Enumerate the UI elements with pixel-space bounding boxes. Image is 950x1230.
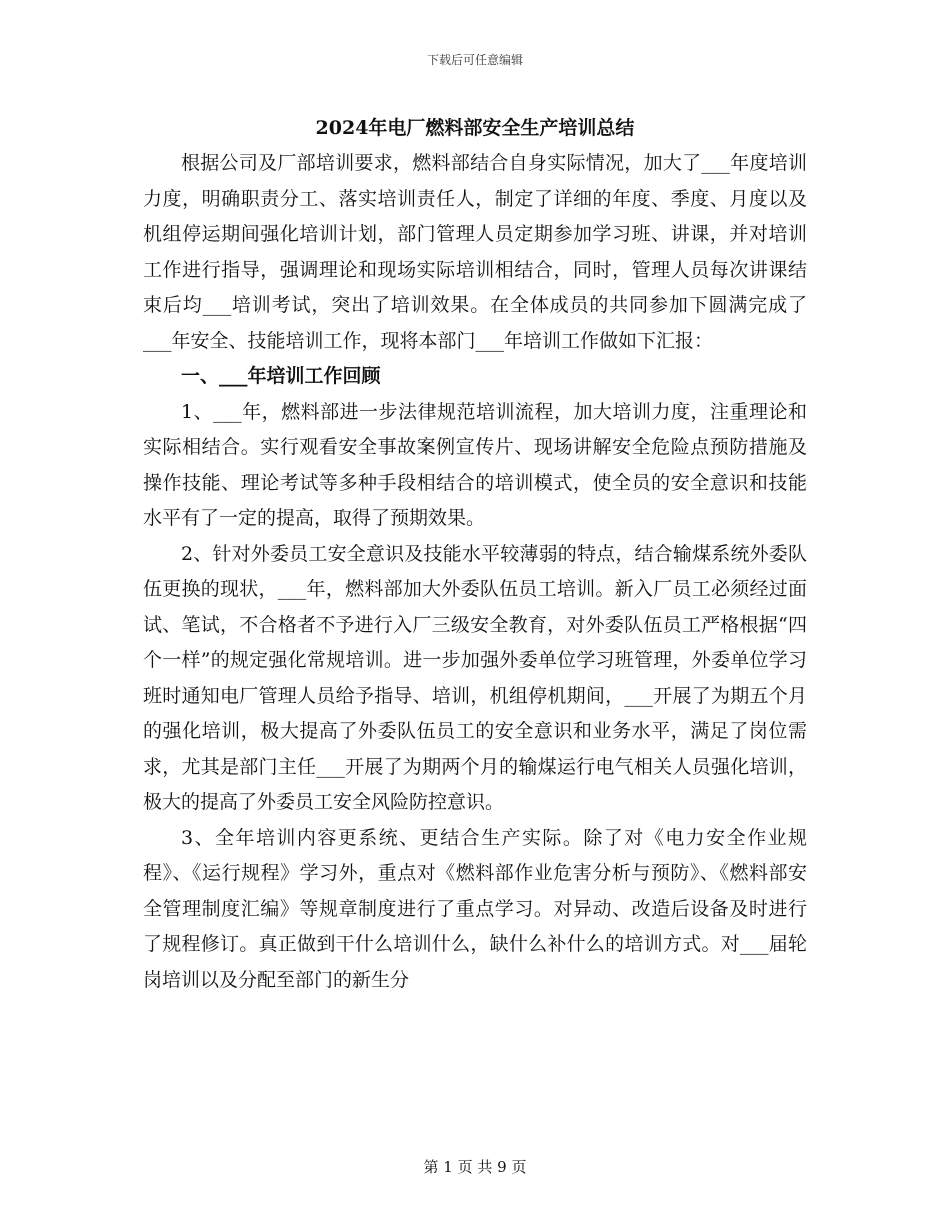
document-title: 2024年电厂燃料部安全生产培训总结 bbox=[315, 117, 635, 139]
intro-paragraph: 根据公司及厂部培训要求，燃料部结合自身实际情况，加大了___年度培训力度，明确职责分工、落实培训责任人，制定了详细的年度、季度、月度以及机组停运期间强化培训计划，部门管理人员定期参加学习班、讲课，并对培训工作进行指导，强调理论和现场实际培训相结合，同时，管理人员每次讲课结束后均___培训考试，突出了培训效果。在全体成员的共同参加下圆满完成了___年安全、技能培训工作，现将本部门___年培训工作做如下汇报： bbox=[143, 152, 807, 352]
header-note: 下载后可任意编辑 bbox=[426, 53, 523, 67]
document-body bbox=[143, 146, 807, 998]
body-paragraph-1: 1、___年，燃料部进一步法律规范培训流程，加大培训力度，注重理论和实际相结合。实行观看安全事故案例宣传片、现场讲解安全危险点预防措施及操作技能、理论考试等多种手段相结合的培训模式，使全员的安全意识和技能水平有了一定的提高，取得了预期效果。 bbox=[143, 400, 807, 529]
page-footer: 第 1 页 共 9 页 bbox=[423, 1158, 527, 1176]
body-paragraph-3: 3、全年培训内容更系统、更结合生产实际。除了对《电力安全作业规程》、《运行规程》学习外，重点对《燃料部作业危害分析与预防》、《燃料部安全管理制度汇编》等规章制度进行了重点学习。对异动、改造后设备及时进行了规程修订。真正做到干什么培训什么，缺什么补什么的培训方式。对___届轮岗培训以及分配至部门的新生分 bbox=[143, 826, 807, 991]
section-heading: 一、___年培训工作回顾 bbox=[181, 365, 381, 387]
body-paragraph-2: 2、针对外委员工安全意识及技能水平较薄弱的特点，结合输煤系统外委队伍更换的现状，___年，燃料部加大外委队伍员工培训。新入厂员工必须经过面试、笔试，不合格者不予进行入厂三级安全教育，对外委队伍员工严格根据“四个一样”的规定强化常规培训。进一步加强外委单位学习班管理，外委单位学习班时通知电厂管理人员给予指导、培训，机组停机期间，___开展了为期五个月的强化培训，极大提高了外委队伍员工的安全意识和业务水平，满足了岗位需求，尤其是部门主任___开展了为期两个月的输煤运行电气相关人员强化培训，极大的提高了外委员工安全风险防控意识。 bbox=[143, 542, 807, 813]
